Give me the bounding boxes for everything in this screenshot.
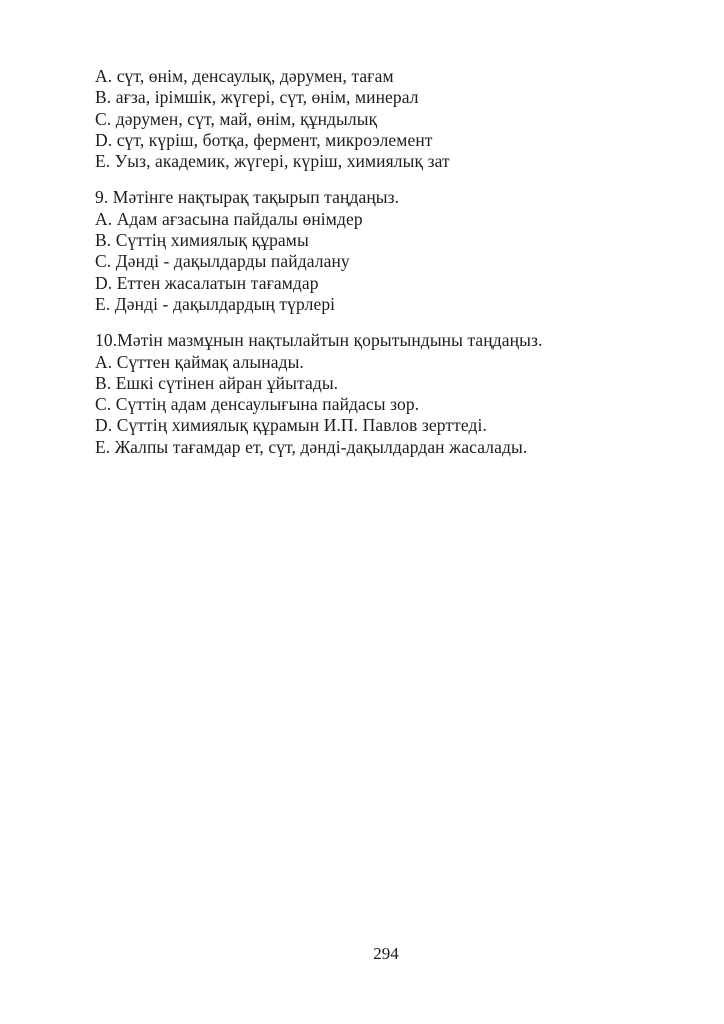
question-block-10 [95,330,674,458]
answer-option: A. Адам ағзасына пайдалы өнімдер [95,208,363,229]
page-number: 294 [373,944,399,963]
answer-option: A. сүт, өнім, денсаулық, дәрумен, тағам [95,66,394,86]
question-block-options [95,66,674,172]
answer-option: C. дәрумен, сүт, май, өнім, құндылық [95,108,378,129]
test-page-content [95,66,674,473]
answer-option: B. ағза, ірімшік, жүгері, сүт, өнім, минерал [95,87,419,108]
question-text: 10.Мәтін мазмұнын нақтылайтын қорытындыны таңдаңыз. [95,330,543,351]
answer-option: C. Дәнді - дақылдарды пайдалану [95,251,350,272]
answer-option: C. Сүттің адам денсаулығына пайдасы зор. [95,394,420,415]
question-text: 9. Мәтінге нақтырақ тақырып таңдаңыз. [95,187,400,208]
answer-option: E. Жалпы тағамдар ет, сүт, дәнді-дақылдардан жасалады. [95,436,528,457]
answer-option: E. Уыз, академик, жүгері, күріш, химиялық зат [95,151,450,172]
answer-option: E. Дәнді - дақылдардың түрлері [95,293,336,314]
answer-option: D. сүт, күріш, ботқа, фермент, микроэлемент [95,129,433,150]
answer-option: B. Сүттің химиялық құрамы [95,230,309,251]
answer-option: D. Еттен жасалатын тағамдар [95,272,319,293]
question-block-9 [95,187,674,315]
answer-option: A. Сүттен қаймақ алынады. [95,351,304,372]
answer-option: B. Ешкі сүтінен айран ұйытады. [95,372,339,393]
answer-option: D. Сүттің химиялық құрамын И.П. Павлов зерттеді. [95,415,487,436]
